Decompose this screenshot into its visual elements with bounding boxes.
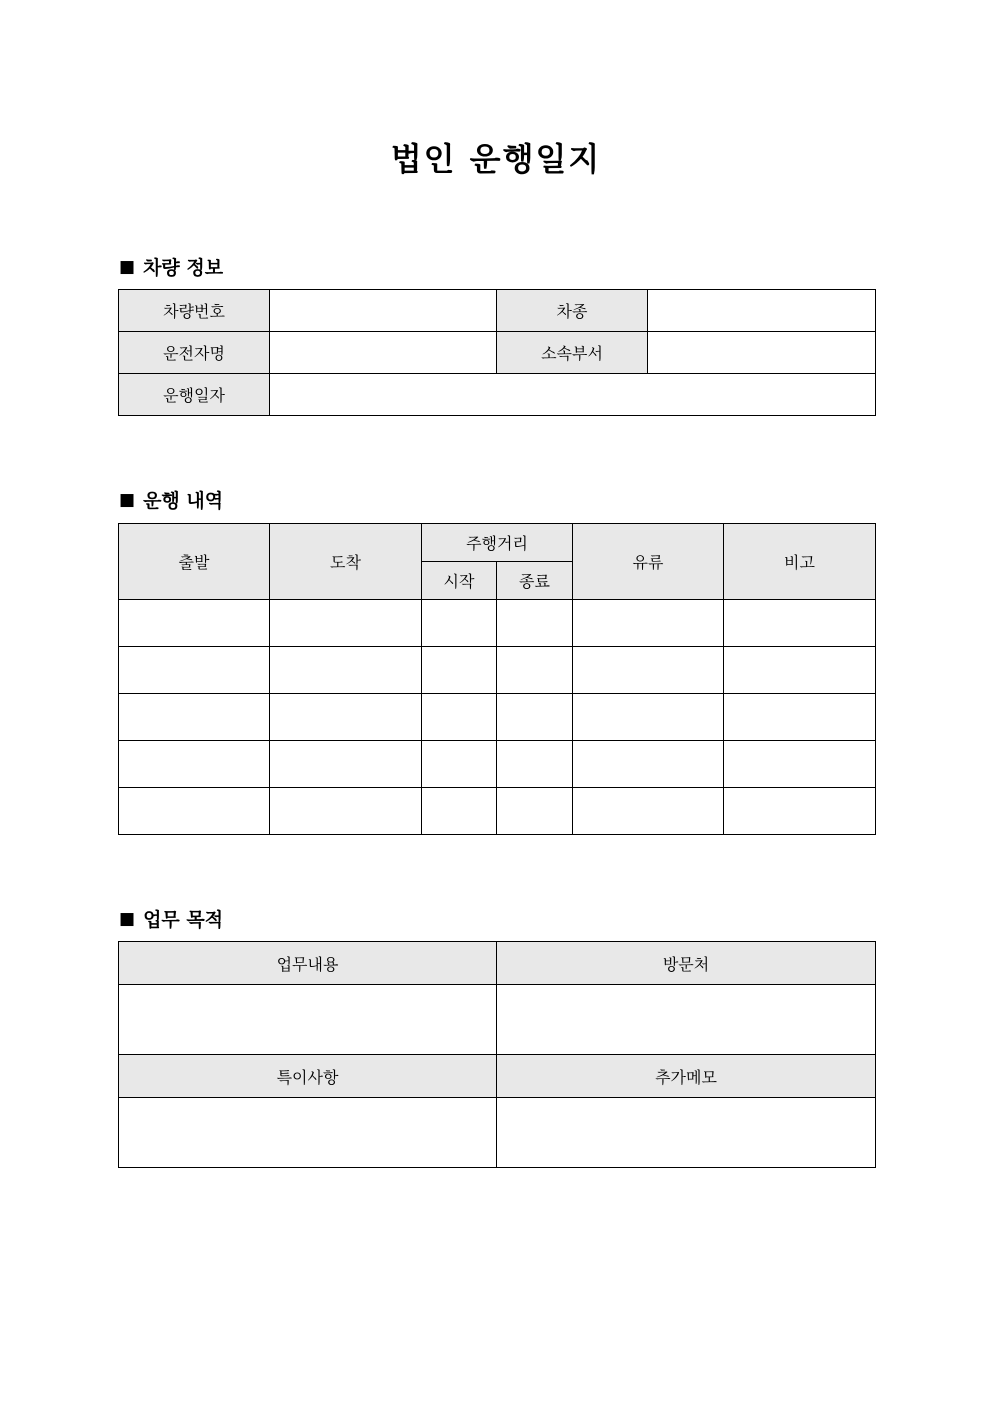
arrival-cell[interactable] — [270, 741, 422, 788]
table-header-row — [119, 1055, 876, 1098]
department-field[interactable] — [648, 332, 876, 374]
fuel-cell[interactable] — [573, 647, 724, 694]
table-row — [119, 985, 876, 1055]
distance-end-cell[interactable] — [497, 741, 573, 788]
fuel-cell[interactable] — [573, 600, 724, 647]
work-content-field[interactable] — [119, 985, 497, 1055]
distance-header: 주행거리 — [422, 524, 573, 562]
table-row — [119, 694, 876, 741]
fuel-cell[interactable] — [573, 788, 724, 835]
drive-date-label: 운행일자 — [119, 374, 270, 416]
vehicle-info-table — [118, 289, 876, 416]
section-heading-business-purpose — [119, 905, 223, 932]
table-header-row — [119, 524, 876, 562]
departure-cell[interactable] — [119, 694, 270, 741]
departure-cell[interactable] — [119, 600, 270, 647]
arrival-cell[interactable] — [270, 788, 422, 835]
section-title: 업무 목적 — [143, 909, 224, 931]
table-header-row — [119, 942, 876, 985]
remarks-cell[interactable] — [724, 788, 876, 835]
arrival-header: 도착 — [270, 524, 422, 600]
distance-end-cell[interactable] — [497, 694, 573, 741]
fuel-cell[interactable] — [573, 694, 724, 741]
distance-start-cell[interactable] — [422, 694, 497, 741]
car-type-label: 차종 — [497, 290, 648, 332]
business-purpose-table — [118, 941, 876, 1168]
table-row — [119, 290, 876, 332]
section-title: 차량 정보 — [143, 257, 224, 279]
arrival-cell[interactable] — [270, 600, 422, 647]
section-title: 운행 내역 — [143, 490, 224, 512]
remarks-cell[interactable] — [724, 694, 876, 741]
table-row — [119, 741, 876, 788]
special-notes-label: 특이사항 — [119, 1055, 497, 1098]
remarks-cell[interactable] — [724, 600, 876, 647]
driver-name-label: 운전자명 — [119, 332, 270, 374]
trip-log-table — [118, 523, 876, 835]
distance-start-header: 시작 — [422, 562, 497, 600]
visit-place-field[interactable] — [497, 985, 876, 1055]
table-row — [119, 647, 876, 694]
arrival-cell[interactable] — [270, 647, 422, 694]
remarks-cell[interactable] — [724, 741, 876, 788]
fuel-cell[interactable] — [573, 741, 724, 788]
remarks-cell[interactable] — [724, 647, 876, 694]
work-content-label: 업무내용 — [119, 942, 497, 985]
drive-date-field[interactable] — [270, 374, 876, 416]
distance-end-cell[interactable] — [497, 647, 573, 694]
arrival-cell[interactable] — [270, 694, 422, 741]
departure-header: 출발 — [119, 524, 270, 600]
departure-cell[interactable] — [119, 788, 270, 835]
table-row — [119, 332, 876, 374]
document-title: 법인 운행일지 — [390, 140, 602, 178]
distance-end-cell[interactable] — [497, 600, 573, 647]
departure-cell[interactable] — [119, 647, 270, 694]
section-heading-vehicle-info — [119, 253, 223, 280]
remarks-header: 비고 — [724, 524, 876, 600]
departure-cell[interactable] — [119, 741, 270, 788]
square-bullet-icon: ■ — [119, 489, 136, 510]
distance-end-cell[interactable] — [497, 788, 573, 835]
fuel-header: 유류 — [573, 524, 724, 600]
section-heading-trip-log — [119, 486, 223, 513]
table-row — [119, 788, 876, 835]
department-label: 소속부서 — [497, 332, 648, 374]
car-type-field[interactable] — [648, 290, 876, 332]
plate-number-label: 차량번호 — [119, 290, 270, 332]
extra-memo-label: 추가메모 — [497, 1055, 876, 1098]
plate-number-field[interactable] — [270, 290, 497, 332]
table-row — [119, 600, 876, 647]
extra-memo-field[interactable] — [497, 1098, 876, 1168]
square-bullet-icon: ■ — [119, 908, 136, 929]
special-notes-field[interactable] — [119, 1098, 497, 1168]
table-row — [119, 374, 876, 416]
table-row — [119, 1098, 876, 1168]
visit-place-label: 방문처 — [497, 942, 876, 985]
distance-start-cell[interactable] — [422, 600, 497, 647]
distance-start-cell[interactable] — [422, 647, 497, 694]
distance-start-cell[interactable] — [422, 741, 497, 788]
distance-start-cell[interactable] — [422, 788, 497, 835]
distance-end-header: 종료 — [497, 562, 573, 600]
square-bullet-icon: ■ — [119, 256, 136, 277]
driver-name-field[interactable] — [270, 332, 497, 374]
